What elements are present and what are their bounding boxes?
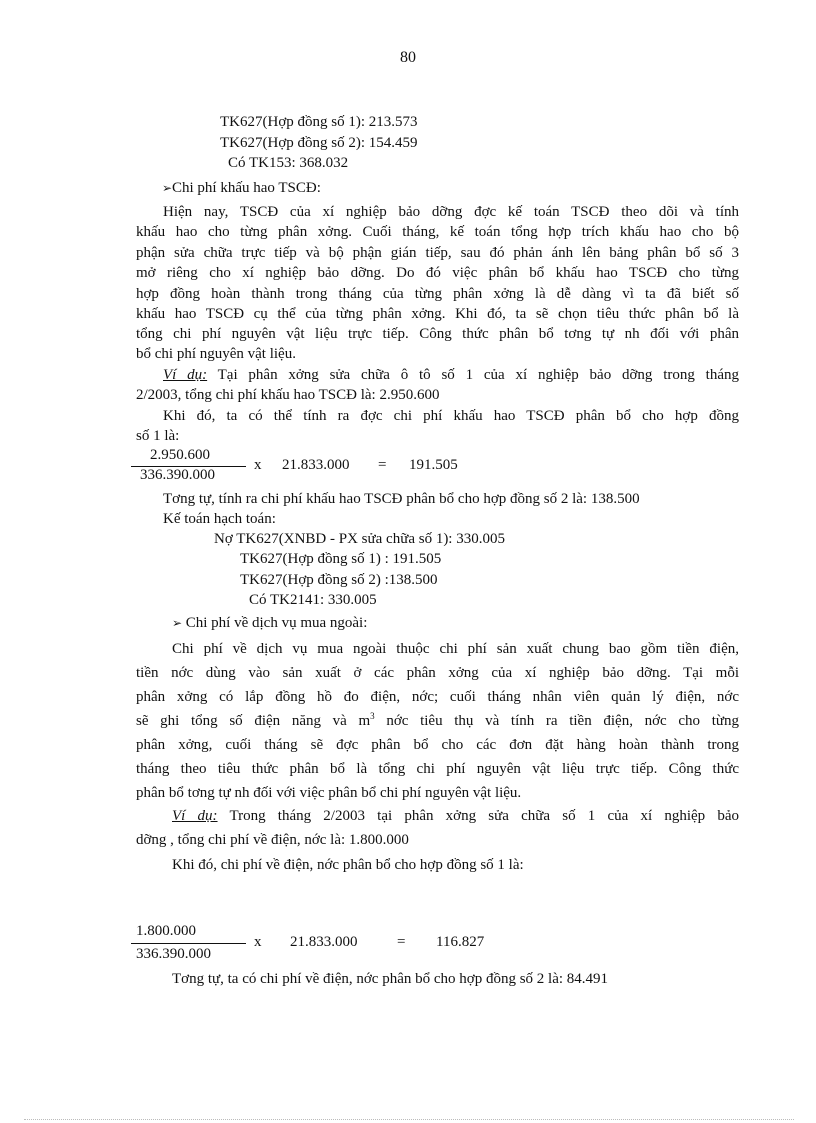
journal-entry: TK627(Hợp đồng số 2): 154.459 [220,135,418,151]
paragraph-line: tổng chi phí nguyên vật liệu trực tiếp. Công thức phân bổ tơng tự nh đối với phân [136,326,739,342]
example-line: Ví dụ: Tại phân xởng sửa chữa ô tô số 1 của xí nghiệp bảo dỡng trong tháng [163,367,739,383]
fraction-bar [131,943,246,944]
paragraph-line: Khi đó, chi phí về điện, nớc phân bổ cho hợp đồng số 1 là: [172,857,524,873]
formula-factor: 21.833.000 [282,457,350,473]
example-label: Ví dụ: [163,367,208,383]
section-heading-depreciation: ➢Chi phí khấu hao TSCĐ: [162,180,321,196]
formula-numerator: 1.800.000 [136,923,196,939]
paragraph-line: bổ chi phí nguyên vật liệu. [136,346,296,362]
journal-entry: TK627(Hợp đồng số 1) : 191.505 [240,551,442,567]
formula-factor: 21.833.000 [290,934,358,950]
paragraph-line: Khi đó, ta có thể tính ra đợc chi phí khấu hao TSCĐ phân bổ cho hợp đồng [163,408,739,424]
page-bottom-divider [24,1119,794,1120]
paragraph-line: mở riêng cho xí nghiệp bảo dỡng. Do đó việc phân bổ khấu hao TSCĐ cho từng [136,265,739,281]
example-label: Ví dụ: [172,808,218,824]
formula-result: 116.827 [436,934,485,950]
bullet-arrow-icon: ➢ [162,181,173,195]
paragraph-line: phận sửa chữa trực tiếp và bộ phận gián tiếp, sau đó phản ánh lên bảng phân bổ số 3 [136,245,739,261]
paragraph-line: khấu hao TSCĐ cụ thể của từng phân xởng. Khi đó, ta sẽ chọn tiêu thức phân bổ là [136,306,739,322]
page-number: 80 [400,49,416,66]
accounting-heading: Kế toán hạch toán: [163,511,276,527]
journal-entry: Nợ TK627(XNBD - PX sửa chữa số 1): 330.005 [214,531,505,547]
paragraph-line: số 1 là: [136,428,180,444]
example-line: dỡng , tổng chi phí về điện, nớc là: 1.800.000 [136,832,409,848]
paragraph-line: tháng theo tiêu thức phân bổ là tổng chi phí nguyên vật liệu trực tiếp. Công thức [136,761,739,777]
paragraph-line: sẽ ghi tổng số điện năng và $m^3$ nớc tiêu thụ và tính ra tiền điện, nớc cho từng [136,711,739,729]
paragraph-line: khấu hao cho từng phân xởng. Cuối tháng, kế toán tổng hợp trích khấu hao cho bộ [136,224,739,240]
section-heading-services: ➢ Chi phí về dịch vụ mua ngoài: [172,615,368,631]
paragraph-line: Chi phí về dịch vụ mua ngoài thuộc chi phí sản xuất chung bao gồm tiền điện, [172,641,739,657]
journal-entry: Có TK2141: 330.005 [249,592,377,608]
formula-denominator: 336.390.000 [136,946,211,962]
formula-denominator: 336.390.000 [140,467,215,483]
paragraph-line: phân xởng có lắp đồng hồ đo điện, nớc; cuối tháng nhân viên quản lý điện, nớc [136,689,739,705]
bullet-arrow-icon: ➢ [172,616,183,630]
paragraph-line: phân bổ tơng tự nh đối với việc phân bổ chi phí nguyên vật liệu. [136,785,522,801]
formula-times: x [254,457,262,473]
paragraph-line: Hiện nay, TSCĐ của xí nghiệp bảo dỡng đợc kế toán TSCĐ theo dõi và tính [163,204,739,220]
paragraph-line: Tơng tự, ta có chi phí về điện, nớc phân bổ cho hợp đồng số 2 là: 84.491 [172,971,609,987]
formula-numerator: 2.950.600 [150,447,210,463]
example-line: Ví dụ: Trong tháng 2/2003 tại phân xởng sửa chữa số 1 của xí nghiệp bảo [172,808,740,824]
paragraph-line: phân xởng, cuối tháng sẽ đợc phân bổ cho các đơn đặt hàng hoàn thành trong [136,737,739,753]
journal-entry: Có TK153: 368.032 [228,155,349,171]
journal-entry: TK627(Hợp đồng số 1): 213.573 [220,114,418,130]
formula-result: 191.505 [409,457,458,473]
example-line: 2/2003, tổng chi phí khấu hao TSCĐ là: 2.950.600 [136,387,440,403]
formula-times: x [254,934,262,950]
formula-equals: = [397,934,406,950]
paragraph-line: hợp đồng hoàn thành trong tháng của từng phân xởng là dễ dàng vì ta đã biết số [136,286,739,302]
journal-entry: TK627(Hợp đồng số 2) :138.500 [240,572,438,588]
formula-equals: = [378,457,387,473]
paragraph-line: tiền nớc dùng vào sản xuất ở các phân xởng của xí nghiệp bảo dỡng. Tại mỗi [136,665,739,681]
paragraph-line: Tơng tự, tính ra chi phí khấu hao TSCĐ phân bổ cho hợp đồng số 2 là: 138.500 [163,491,640,507]
